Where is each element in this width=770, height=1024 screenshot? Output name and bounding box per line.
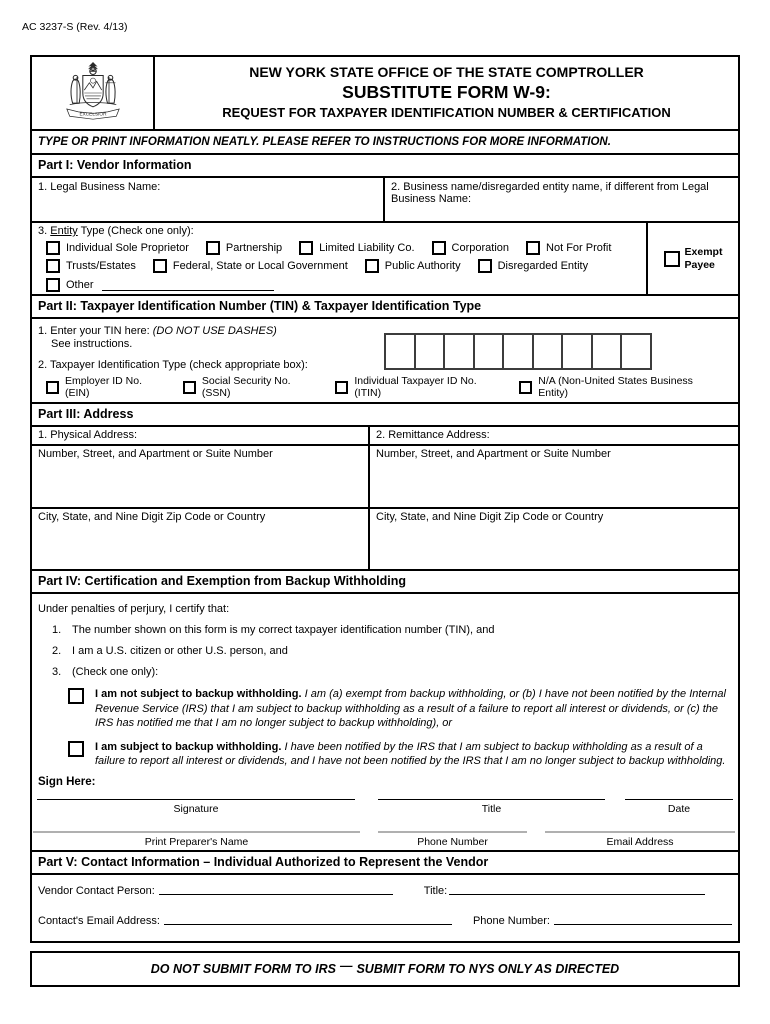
title-label: Title (481, 803, 502, 815)
corporation-checkbox[interactable] (432, 241, 446, 255)
tin-digit-box-8[interactable] (591, 333, 623, 370)
entity-option-label: Individual Sole Proprietor (66, 242, 189, 254)
city-label: City, State, and Nine Digit Zip Code or Country (376, 511, 604, 523)
not-subject-backup-checkbox[interactable] (68, 688, 84, 704)
not-subject-backup-text: I am not subject to backup withholding. I am (a) exempt from backup withholding, or (b) I have not been notified by the Internal Revenue Service (IRS) that I am subject to backup withholding as a result of a failure to report all interest or dividends, or (c) the IRS has notified me that I am no longer subject to backup withholding), or (95, 688, 726, 730)
tin-type-option (183, 375, 320, 399)
business-name-field[interactable] (385, 178, 738, 221)
contact-section (32, 873, 738, 941)
tin-type-option (519, 375, 723, 399)
contact-row-2 (38, 915, 734, 927)
remittance-street-field[interactable] (370, 446, 738, 507)
tin-digit-boxes (384, 333, 652, 370)
tin-type-label: 2. Taxpayer Identification Type (check appropriate box): (38, 359, 308, 371)
street-address-row (32, 444, 738, 507)
entity-option (153, 259, 348, 273)
header-form-title: SUBSTITUTE FORM W-9: (342, 82, 551, 102)
tin-digit-box-5[interactable] (502, 333, 534, 370)
vendor-contact-input-line[interactable] (159, 894, 393, 895)
other-checkbox[interactable] (46, 278, 60, 292)
entity-option (46, 259, 136, 273)
nys-coat-of-arms-icon (56, 61, 130, 125)
business-name-label: 2. Business name/disregarded entity name, if different from Legal Business Name: (391, 181, 709, 205)
email-address-label: Email Address (606, 836, 674, 848)
certification-item-3: 3. (Check one only): (52, 666, 159, 678)
entity-options-row3 (46, 278, 646, 292)
part3-heading: Part III: Address (32, 402, 738, 425)
street-label: Number, Street, and Apartment or Suite Number (38, 448, 273, 460)
part1-heading: Part I: Vendor Information (32, 153, 738, 176)
tin-digit-box-9[interactable] (620, 333, 652, 370)
certification-section (32, 592, 738, 850)
entity-option-label: Limited Liability Co. (319, 242, 415, 254)
tin-digit-box-3[interactable] (443, 333, 475, 370)
entity-type-section (32, 223, 646, 294)
entity-option (46, 278, 94, 292)
entity-option-label: Public Authority (384, 260, 461, 272)
not-for-profit-checkbox[interactable] (526, 241, 540, 255)
entity-option-label: Other (66, 279, 94, 291)
instruction-banner: TYPE OR PRINT INFORMATION NEATLY. PLEASE REFER TO INSTRUCTIONS FOR MORE INFORMATION. (32, 129, 738, 153)
part5-heading: Part V: Contact Information – Individual Authorized to Represent the Vendor (32, 850, 738, 873)
government-checkbox[interactable] (153, 259, 167, 273)
vendor-contact-label: Vendor Contact Person: (38, 885, 155, 897)
header-titles (155, 57, 738, 129)
entity-option (46, 241, 189, 255)
tin-digit-box-7[interactable] (561, 333, 593, 370)
physical-address-header: 1. Physical Address: (32, 427, 370, 444)
contact-title-input-line[interactable] (449, 894, 705, 895)
phone-number-label: Phone Number (417, 836, 488, 848)
tin-label: 1. Enter your TIN here: (DO NOT USE DASHES) (38, 325, 277, 337)
entity-option-label: Not For Profit (546, 242, 612, 254)
header-subtitle: REQUEST FOR TAXPAYER IDENTIFICATION NUMBER & CERTIFICATION (222, 105, 671, 120)
signature-row (32, 791, 738, 815)
entity-option (299, 241, 414, 255)
preparer-row (32, 825, 738, 848)
tin-type-option (46, 375, 168, 399)
subject-backup-text: I am subject to backup withholding. I have been notified by the IRS that I am subject to backup withholding as a result of a failure to report all interest or dividends, and I have not been notified by the IRS that I am no longer subject to backup withholding. (95, 740, 726, 768)
entity-option-label: Corporation (451, 242, 510, 254)
entity-option-label: Federal, State or Local Government (172, 260, 348, 272)
subject-backup-option (68, 740, 728, 769)
entity-options-row2 (46, 259, 646, 273)
city-state-zip-row (32, 507, 738, 569)
email-address-line[interactable] (545, 825, 735, 833)
entity-type-row (32, 221, 738, 294)
other-entity-input-line[interactable] (102, 279, 274, 291)
title-line[interactable] (378, 791, 605, 800)
remittance-city-field[interactable] (370, 509, 738, 569)
entity-option (432, 241, 509, 255)
tin-type-option-label: N/A (Non-United States Business Entity) (538, 375, 693, 399)
contact-email-input-line[interactable] (164, 924, 452, 925)
tin-digit-box-2[interactable] (414, 333, 446, 370)
form-number: AC 3237-S (Rev. 4/13) (22, 21, 128, 33)
exempt-payee-label: Exempt Payee (684, 246, 723, 271)
tin-digit-box-6[interactable] (532, 333, 564, 370)
trusts-estates-checkbox[interactable] (46, 259, 60, 273)
date-label: Date (667, 803, 691, 815)
signature-line[interactable] (37, 791, 355, 800)
partnership-checkbox[interactable] (206, 241, 220, 255)
seal-cell (32, 57, 155, 129)
seal-motto: EXCELSIOR (78, 112, 107, 118)
entity-option (478, 259, 589, 273)
remittance-address-header: 2. Remittance Address: (376, 429, 490, 441)
phone-number-field (378, 825, 527, 848)
limited-liability-checkbox[interactable] (299, 241, 313, 255)
signature-field (37, 791, 355, 815)
tin-digit-box-4[interactable] (473, 333, 505, 370)
tin-type-option-label: Employer ID No. (EIN) (65, 375, 143, 399)
signature-label: Signature (173, 803, 219, 815)
address-header-row (32, 425, 738, 444)
phone-number-line[interactable] (378, 825, 527, 833)
tin-type-option-label: Individual Taxpayer ID No. (ITIN) (354, 375, 477, 399)
certification-item-1: 1. The number shown on this form is my correct taxpayer identification number (TIN), and (52, 624, 495, 636)
sign-here-label: Sign Here: (38, 775, 96, 788)
preparer-name-label: Print Preparer's Name (144, 836, 249, 848)
certification-item-2: 2. I am a U.S. citizen or other U.S. person, and (52, 645, 288, 657)
subject-backup-checkbox[interactable] (68, 741, 84, 757)
exempt-payee-cell (646, 223, 738, 294)
entity-option (365, 259, 461, 273)
city-label: City, State, and Nine Digit Zip Code or Country (38, 511, 266, 523)
date-line[interactable] (625, 791, 733, 800)
entity-options-row1 (46, 241, 646, 255)
preparer-name-field (33, 825, 360, 848)
contact-title-label: Title: (423, 885, 448, 897)
tin-section (32, 317, 738, 402)
preparer-name-line[interactable] (33, 825, 360, 833)
w9-form (30, 55, 740, 943)
entity-option-label: Trusts/Estates (66, 260, 136, 272)
public-authority-checkbox[interactable] (365, 259, 379, 273)
na-foreign-checkbox[interactable] (519, 381, 532, 394)
exempt-payee-checkbox[interactable] (664, 251, 680, 267)
entity-option (206, 241, 282, 255)
footer-note: DO NOT SUBMIT FORM TO IRS — SUBMIT FORM TO NYS ONLY AS DIRECTED (30, 951, 740, 987)
not-subject-backup-option (68, 687, 728, 731)
legal-business-name-label: 1. Legal Business Name: (38, 181, 161, 193)
contact-phone-label: Phone Number: (472, 915, 550, 927)
entity-type-label: 3. Entity Type (Check one only): (38, 225, 194, 237)
contact-phone-input-line[interactable] (554, 924, 732, 925)
tin-type-option-label: Social Security No. (SSN) (201, 375, 291, 399)
contact-email-label: Contact's Email Address: (38, 915, 160, 927)
entity-option-label: Partnership (225, 242, 283, 254)
entity-option-label: Disregarded Entity (497, 260, 589, 272)
title-field (378, 791, 605, 815)
tin-type-options (46, 375, 738, 399)
part4-heading: Part IV: Certification and Exemption from Backup Withholding (32, 569, 738, 592)
entity-option (526, 241, 611, 255)
footer-dash: — (339, 958, 353, 973)
legal-business-name-field[interactable] (32, 178, 385, 221)
itin-checkbox[interactable] (335, 381, 348, 394)
street-label: Number, Street, and Apartment or Suite Number (376, 448, 611, 460)
physical-city-field[interactable] (32, 509, 370, 569)
disregarded-entity-checkbox[interactable] (478, 259, 492, 273)
tin-note: See instructions. (51, 338, 133, 350)
individual-sole-proprietor-checkbox[interactable] (46, 241, 60, 255)
header-agency: NEW YORK STATE OFFICE OF THE STATE COMPTROLLER (249, 64, 644, 80)
email-address-field (545, 825, 735, 848)
tin-digit-box-1[interactable] (384, 333, 416, 370)
ssn-checkbox[interactable] (183, 381, 196, 394)
date-field (625, 791, 733, 815)
part2-heading: Part II: Taxpayer Identification Number (TIN) & Taxpayer Identification Type (32, 294, 738, 317)
contact-row-1 (38, 885, 734, 897)
certification-intro: Under penalties of perjury, I certify that: (38, 603, 230, 615)
physical-street-field[interactable] (32, 446, 370, 507)
ein-checkbox[interactable] (46, 381, 59, 394)
form-header (32, 57, 738, 129)
part1-name-row (32, 176, 738, 221)
tin-type-option (335, 375, 504, 399)
